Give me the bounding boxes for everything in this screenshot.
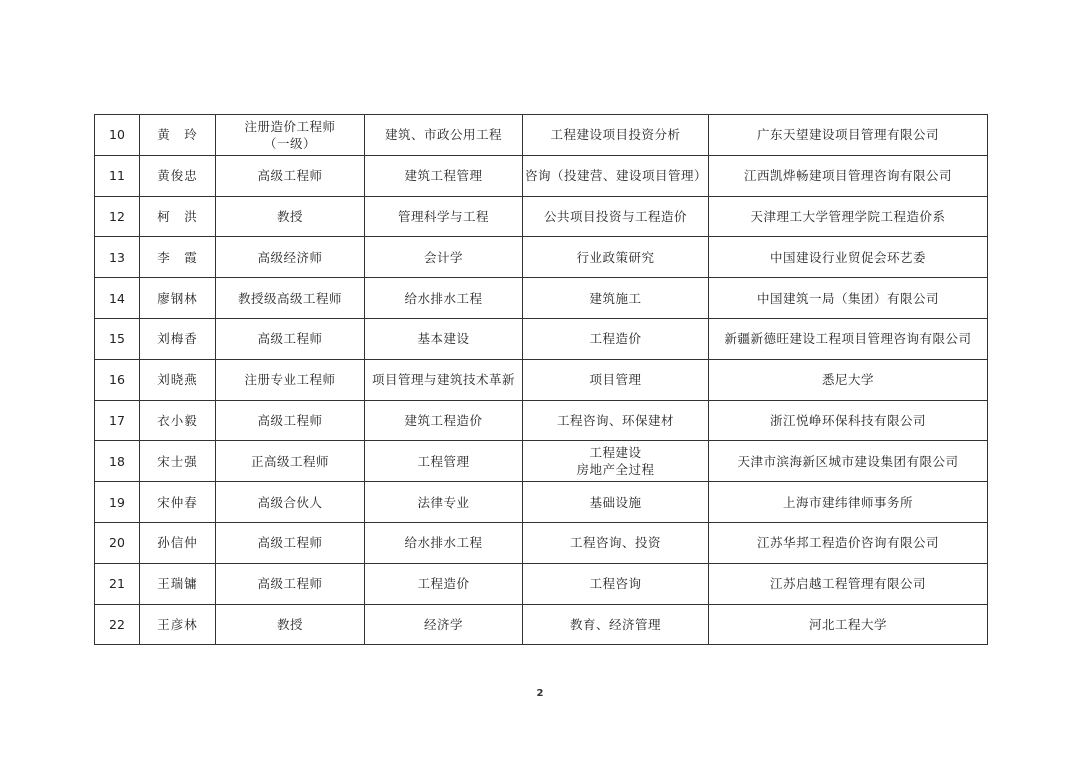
field-cell [523,441,709,482]
table-row [95,359,988,400]
title-cell-line: 正高级工程师 [250,453,329,469]
organization-cell: 河北工程大学 [709,604,988,645]
field-cell [523,359,709,400]
organization-cell: 江苏启越工程管理有限公司 [709,563,988,604]
title-cell-line: （一级） [263,135,316,151]
table-row [95,115,988,156]
row-number-cell: 21 [95,563,140,604]
name-cell: 黄 玲 [140,115,216,156]
row-number-cell: 14 [95,278,140,319]
field-cell-line: 教育、经济管理 [569,616,661,632]
title-cell-line: 注册专业工程师 [244,372,336,388]
row-number-cell: 22 [95,604,140,645]
expert-list-table [94,114,988,645]
title-cell-line: 高级经济师 [257,249,323,265]
name-cell: 廖钢林 [140,278,216,319]
field-cell [523,155,709,196]
organization-cell: 江苏华邦工程造价咨询有限公司 [709,522,988,563]
field-cell-line: 基础设施 [589,494,642,510]
major-cell: 建筑、市政公用工程 [365,115,523,156]
title-cell [216,400,365,441]
title-cell [216,237,365,278]
table-row [95,604,988,645]
table-row [95,400,988,441]
major-cell: 工程管理 [365,441,523,482]
page-number: 2 [536,688,544,699]
title-cell-line: 高级工程师 [257,576,323,592]
row-number-cell: 19 [95,482,140,523]
title-cell [216,563,365,604]
title-cell [216,441,365,482]
organization-cell: 新疆新德旺建设工程项目管理咨询有限公司 [709,318,988,359]
table-row [95,563,988,604]
table-row [95,155,988,196]
row-number-cell: 15 [95,318,140,359]
field-cell-line: 行业政策研究 [576,249,655,265]
organization-cell: 浙江悦峥环保科技有限公司 [709,400,988,441]
table-row [95,482,988,523]
table-body [95,115,988,645]
table-row [95,278,988,319]
major-cell: 给水排水工程 [365,522,523,563]
name-cell: 黄俊忠 [140,155,216,196]
title-cell [216,196,365,237]
name-cell: 宋士强 [140,441,216,482]
field-cell-line: 建筑施工 [589,290,642,306]
name-cell: 衣小毅 [140,400,216,441]
title-cell [216,155,365,196]
name-cell: 刘梅香 [140,318,216,359]
name-cell: 李 霞 [140,237,216,278]
name-cell: 柯 洪 [140,196,216,237]
organization-cell: 中国建筑一局（集团）有限公司 [709,278,988,319]
row-number-cell: 20 [95,522,140,563]
field-cell-line: 工程咨询、环保建材 [556,412,674,428]
field-cell [523,604,709,645]
organization-cell: 天津市滨海新区城市建设集团有限公司 [709,441,988,482]
title-cell [216,318,365,359]
name-cell: 王彦林 [140,604,216,645]
row-number-cell: 11 [95,155,140,196]
organization-cell: 广东天望建设项目管理有限公司 [709,115,988,156]
row-number-cell: 16 [95,359,140,400]
title-cell [216,115,365,156]
title-cell-line: 高级工程师 [257,168,323,184]
field-cell [523,278,709,319]
major-cell: 法律专业 [365,482,523,523]
field-cell-line: 工程咨询 [589,576,642,592]
title-cell [216,522,365,563]
field-cell-line: 公共项目投资与工程造价 [543,208,687,224]
field-cell [523,522,709,563]
name-cell: 王瑞镛 [140,563,216,604]
major-cell: 管理科学与工程 [365,196,523,237]
field-cell-line: 项目管理 [589,372,642,388]
name-cell: 孙信仲 [140,522,216,563]
table-row [95,318,988,359]
row-number-cell: 17 [95,400,140,441]
title-cell-line: 高级工程师 [257,535,323,551]
title-cell [216,359,365,400]
field-cell-line: 房地产全过程 [576,462,655,478]
title-cell-line: 教授 [276,616,303,632]
row-number-cell: 10 [95,115,140,156]
organization-cell: 悉尼大学 [709,359,988,400]
title-cell-line: 高级工程师 [257,331,323,347]
field-cell-line: 工程造价 [589,331,642,347]
field-cell [523,196,709,237]
organization-cell: 中国建设行业贸促会环艺委 [709,237,988,278]
major-cell: 建筑工程造价 [365,400,523,441]
row-number-cell: 12 [95,196,140,237]
field-cell-line: 工程建设项目投资分析 [550,127,681,143]
major-cell: 经济学 [365,604,523,645]
major-cell: 会计学 [365,237,523,278]
table-row [95,196,988,237]
table-row [95,441,988,482]
field-cell-line: 工程咨询、投资 [569,535,661,551]
field-cell [523,400,709,441]
major-cell: 给水排水工程 [365,278,523,319]
title-cell-line: 教授 [276,208,303,224]
name-cell: 刘晓燕 [140,359,216,400]
field-cell [523,482,709,523]
title-cell-line: 教授级高级工程师 [237,290,342,306]
row-number-cell: 13 [95,237,140,278]
major-cell: 项目管理与建筑技术革新 [365,359,523,400]
title-cell [216,604,365,645]
field-cell-line: 咨询（投建营、建设项目管理） [525,168,708,184]
major-cell: 工程造价 [365,563,523,604]
title-cell [216,278,365,319]
major-cell: 建筑工程管理 [365,155,523,196]
title-cell-line: 注册造价工程师 [244,118,336,134]
name-cell: 宋仲春 [140,482,216,523]
organization-cell: 江西凯烨畅建项目管理咨询有限公司 [709,155,988,196]
field-cell [523,318,709,359]
title-cell [216,482,365,523]
field-cell-line: 工程建设 [589,445,642,461]
organization-cell: 上海市建纬律师事务所 [709,482,988,523]
field-cell [523,115,709,156]
title-cell-line: 高级合伙人 [257,494,323,510]
table-row [95,237,988,278]
major-cell: 基本建设 [365,318,523,359]
field-cell [523,563,709,604]
organization-cell: 天津理工大学管理学院工程造价系 [709,196,988,237]
field-cell [523,237,709,278]
row-number-cell: 18 [95,441,140,482]
title-cell-line: 高级工程师 [257,412,323,428]
table-row [95,522,988,563]
